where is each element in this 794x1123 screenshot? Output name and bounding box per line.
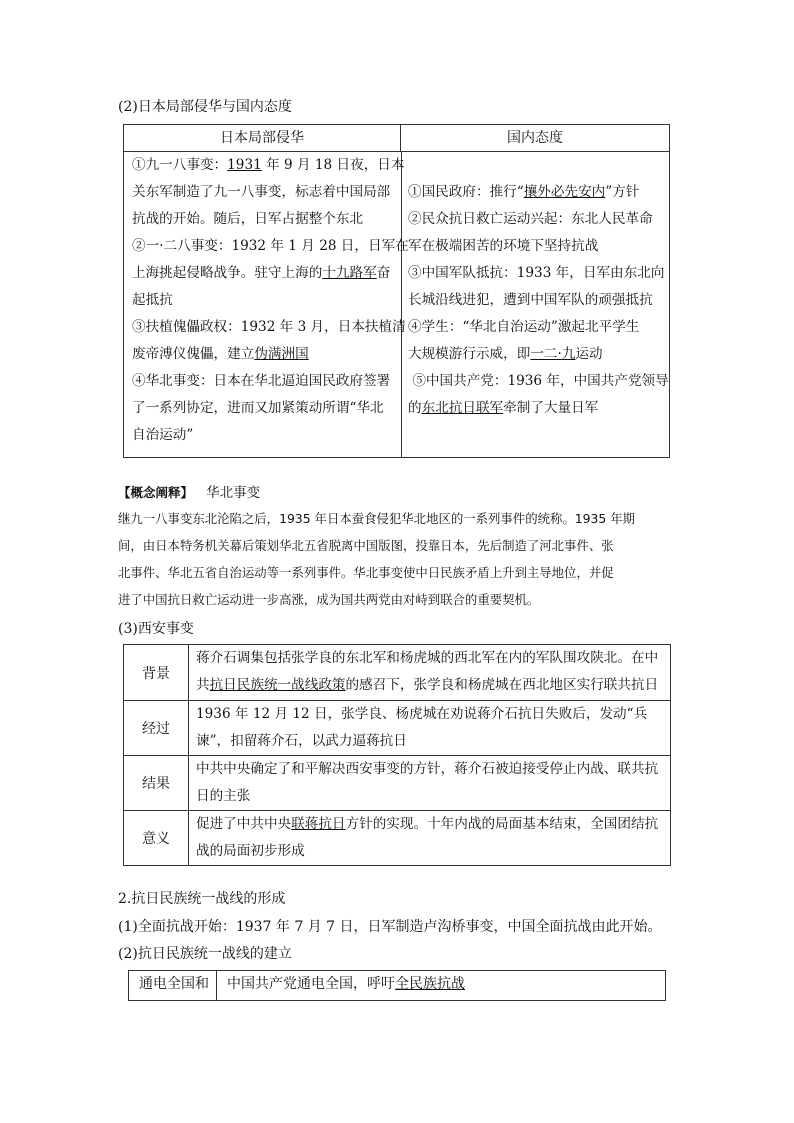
underlined-term: 攘外必先安内 — [523, 184, 606, 200]
table-cell-line: 自治运动” — [132, 427, 194, 443]
table-cell-line: 起抵抗 — [132, 292, 173, 308]
table-cell-line: ③中国军队抵抗：1933 年，日军由东北向 — [408, 265, 665, 281]
row-label: 结果 — [124, 756, 189, 810]
table-cell-line: 关东军制造了九一八事变，标志着中国局部 — [132, 184, 391, 200]
row-text-line: 中国共产党通电全国，呼吁全民族抗战 — [227, 976, 465, 992]
row-text-line: 中共中央确定了和平解决西安事变的方针，蒋介石被迫接受停止内战、联共抗 — [196, 761, 659, 777]
underlined-term: 全民族抗战 — [395, 976, 465, 992]
row-label: 背景 — [124, 645, 189, 700]
underlined-term: 联蒋抗日 — [291, 816, 346, 832]
table-cell-line: 废帝溥仪傀儡，建立伪满洲国 — [132, 346, 309, 362]
row-text-line: 日的主张 — [196, 788, 251, 804]
united-front-table — [128, 970, 666, 1001]
table-cell-line: ①国民政府：推行“攘外必先安内”方针 — [408, 184, 640, 200]
row-text-line: 共抗日民族统一战线政策的感召下，张学良和杨虎城在西北地区实行联共抗日 — [196, 677, 659, 693]
row-label: 经过 — [124, 701, 189, 755]
xian-incident-table — [123, 644, 671, 866]
table-cell-line: ④学生：“华北自治运动”激起北平学生 — [408, 319, 640, 335]
row-label: 通电全国和 — [129, 971, 217, 1000]
underlined-term: 抗日民族统一战线政策 — [209, 677, 346, 693]
row-text-line: 促进了中共中央联蒋抗日方针的实现。十年内战的局面基本结束，全国团结抗 — [196, 816, 659, 832]
table-cell-line: 大规模游行示威，即一二·九运动 — [408, 346, 603, 362]
table-cell-line: ①九一八事变：1931 年 9 月 18 日夜，日本 — [132, 157, 405, 173]
table-cell-line: 军在极端困苦的环境下坚持抗战 — [408, 238, 599, 254]
table-cell-line: ④华北事变：日本在华北逼迫国民政府签署 — [132, 373, 391, 389]
concept-label: 【概念阐释】 — [118, 485, 194, 500]
table-cell-line: ③扶植傀儡政权：1932 年 3 月，日本扶植清 — [132, 319, 406, 335]
row-text-line: 蒋介石调集包括张学良的东北军和杨虎城的西北军在内的军队围攻陕北。在中 — [196, 650, 659, 666]
japan-invasion-table — [123, 124, 670, 458]
table-cell-line: 抗战的开始。随后，日军占据整个东北 — [132, 211, 364, 227]
table-header-domestic-attitude: 国内态度 — [401, 125, 669, 152]
concept-paragraph-line: 继九一八事变东北沦陷之后，1935 年日本蚕食侵犯华北地区的一系列事件的统称。1935 年期 — [118, 511, 636, 526]
concept-paragraph-line: 进了中国抗日救亡运动进一步高涨，成为国共两党由对峙到联合的重要契机。 — [118, 592, 540, 607]
table-divider — [401, 152, 402, 457]
underlined-term: 一二·九 — [530, 346, 576, 362]
row-text-line: 战的局面初步形成 — [196, 843, 305, 859]
table-cell-line: 的东北抗日联军牵制了大量日军 — [408, 400, 599, 416]
table-cell-line: 了一系列协定，进而又加紧策动所谓“华北 — [132, 400, 384, 416]
table-row — [124, 756, 670, 811]
underlined-term: 东北抗日联军 — [421, 400, 504, 416]
table-cell-line: ②一·二八事变：1932 年 1 月 28 日，日军在 — [132, 238, 409, 254]
concept-title: 华北事变 — [206, 485, 261, 501]
concept-paragraph-line: 间，由日本特务机关幕后策划华北五省脱离中国版图，投靠日本，先后制造了河北事件、张 — [118, 538, 614, 553]
table-row — [124, 811, 670, 865]
table-row — [124, 645, 670, 701]
row-label: 意义 — [124, 811, 189, 865]
underlined-term: 伪满洲国 — [254, 346, 309, 362]
paragraph-full-war: (1)全面抗战开始：1937 年 7 月 7 日，日军制造卢沟桥事变，中国全面抗战由此开始。 — [118, 919, 662, 935]
table-header-japan-invasion: 日本局部侵华 — [124, 125, 401, 152]
table-cell-line: 长城沿线进犯，遭到中国军队的顽强抵抗 — [408, 292, 653, 308]
section-heading-2: (2)日本局部侵华与国内态度 — [118, 99, 292, 115]
section-heading-united-front: 2.抗日民族统一战线的形成 — [118, 891, 286, 907]
table-cell-line: ⑤中国共产党：1936 年，中国共产党领导 — [408, 373, 669, 389]
table-cell-line: 上海挑起侵略战争。驻守上海的十九路军奋 — [132, 265, 391, 281]
table-row — [124, 701, 670, 756]
underlined-term: 1931 — [227, 157, 262, 173]
section-heading-3: (3)西安事变 — [118, 621, 194, 637]
underlined-term: 十九路军 — [322, 265, 377, 281]
concept-heading — [118, 481, 260, 501]
row-text-line: 谏”，扣留蒋介石，以武力逼蒋抗日 — [196, 733, 407, 749]
row-text-line: 1936 年 12 月 12 日，张学良、杨虎城在劝说蒋介石抗日失败后，发动“兵 — [196, 706, 648, 722]
subheading-united-front: (2)抗日民族统一战线的建立 — [118, 946, 292, 962]
table-cell-line: ②民众抗日救亡运动兴起：东北人民革命 — [408, 211, 653, 227]
concept-paragraph-line: 北事件、华北五省自治运动等一系列事件。华北事变使中日民族矛盾上升到主导地位，并促 — [118, 565, 614, 580]
